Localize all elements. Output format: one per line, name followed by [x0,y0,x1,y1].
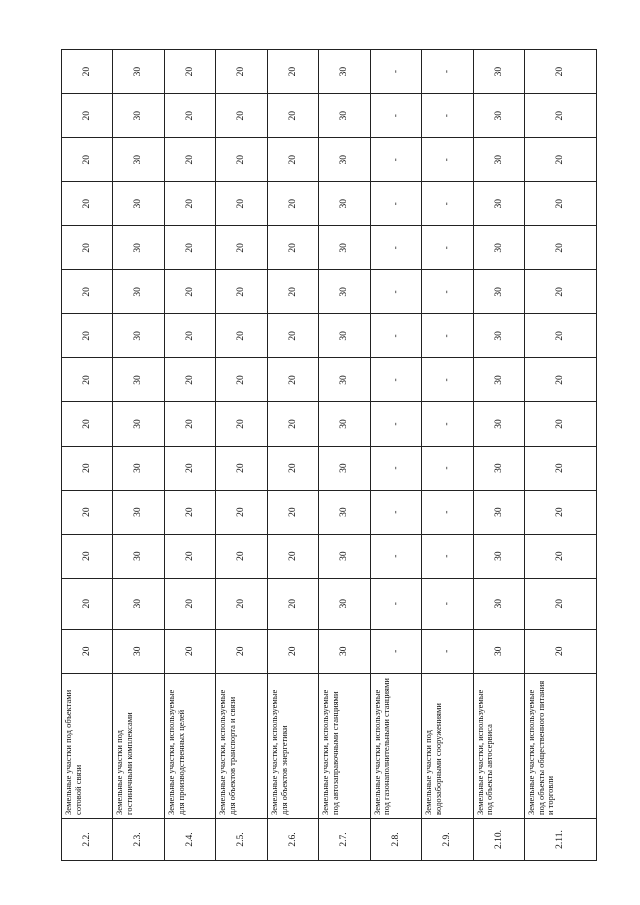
rate-cell: 20 [267,182,318,226]
rate-cell: 20 [216,50,267,94]
rate-cell: 20 [524,534,596,578]
rate-cell: 20 [216,182,267,226]
rate-cell: 30 [113,314,164,358]
rate-cell: 20 [164,314,215,358]
rate-cell: 30 [473,629,524,673]
rate-cell: 20 [164,226,215,270]
row-number: 2.9. [422,818,473,860]
rate-cell: 20 [62,138,113,182]
row-number: 2.3. [113,818,164,860]
rate-cell: - [422,578,473,629]
rate-cell: 20 [524,490,596,534]
rate-cell: - [422,182,473,226]
rate-cell: 30 [113,629,164,673]
rate-cell: 20 [62,314,113,358]
rate-cell: - [422,490,473,534]
rate-cell: - [370,358,421,402]
rate-cell: 20 [164,629,215,673]
rate-cell: 20 [267,314,318,358]
land-rates-table [61,49,597,861]
rate-cell: 30 [113,138,164,182]
rate-cell: 30 [319,270,370,314]
rate-cell: 20 [524,182,596,226]
rate-cell: 20 [62,226,113,270]
table-row [422,50,473,861]
rate-cell: 20 [216,94,267,138]
rate-cell: 30 [319,314,370,358]
table-row [267,50,318,861]
rate-cell: 20 [524,50,596,94]
rate-cell: 30 [473,534,524,578]
table-row [370,50,421,861]
rate-cell: 20 [267,490,318,534]
rate-cell: 20 [62,270,113,314]
row-number: 2.11. [524,818,596,860]
rate-cell: 20 [267,270,318,314]
row-number: 2.10. [473,818,524,860]
rate-cell: 20 [62,50,113,94]
rate-cell: 20 [164,138,215,182]
row-description: Земельные участки, используемые под объекты автосервиса [473,673,524,818]
row-number: 2.8. [370,818,421,860]
rate-cell: - [370,94,421,138]
rate-cell: 20 [62,534,113,578]
rate-cell: 30 [319,226,370,270]
rate-cell: - [422,94,473,138]
rate-cell: 30 [473,182,524,226]
rate-cell: 30 [113,226,164,270]
rate-cell: - [370,490,421,534]
row-description: Земельные участки, используемые для объектов энергетики [267,673,318,818]
table-row [319,50,370,861]
rate-cell: 30 [113,270,164,314]
rate-cell: 30 [473,490,524,534]
rate-cell: - [422,358,473,402]
rate-cell: 20 [164,446,215,490]
rate-cell: 20 [267,446,318,490]
rate-cell: - [370,446,421,490]
rate-cell: 20 [216,226,267,270]
rate-cell: 30 [319,629,370,673]
rate-cell: 20 [216,629,267,673]
rate-cell: 20 [524,402,596,446]
rate-cell: 20 [216,446,267,490]
rate-cell: 30 [473,446,524,490]
row-number: 2.4. [164,818,215,860]
rate-cell: 30 [113,578,164,629]
rate-cell: - [370,402,421,446]
rate-cell: 20 [216,138,267,182]
rate-cell: 30 [473,50,524,94]
rate-cell: 30 [319,402,370,446]
rate-cell: 20 [267,94,318,138]
rate-cell: 30 [113,50,164,94]
row-number: 2.6. [267,818,318,860]
row-description: Земельные участки, используемые для объектов транспорта и связи [216,673,267,818]
row-description: Земельные участки, используемые под автозаправочными станциями [319,673,370,818]
rate-cell: 30 [113,402,164,446]
rate-cell: - [422,629,473,673]
rate-cell: 20 [164,402,215,446]
rate-cell: - [370,226,421,270]
rate-cell: - [370,138,421,182]
rate-cell: 30 [319,446,370,490]
rate-cell: 20 [267,534,318,578]
rate-cell: 20 [524,314,596,358]
rate-cell: 30 [319,490,370,534]
rate-cell: 20 [62,402,113,446]
rate-cell: 30 [473,578,524,629]
rate-cell: 20 [524,358,596,402]
rate-cell: 20 [267,358,318,402]
rate-cell: - [422,534,473,578]
rate-cell: 30 [319,578,370,629]
rate-cell: 30 [473,270,524,314]
rate-cell: 30 [473,402,524,446]
rate-cell: 30 [319,138,370,182]
row-description: Земельные участки, используемые под объекты общественного питания и торговли [524,673,596,818]
rate-cell: 20 [62,578,113,629]
rate-cell: 20 [164,490,215,534]
rate-cell: 20 [164,270,215,314]
rate-cell: 20 [524,138,596,182]
rate-cell: 20 [216,402,267,446]
rate-cell: 20 [62,94,113,138]
rate-cell: - [422,138,473,182]
rate-cell: 20 [524,94,596,138]
rate-cell: 20 [267,402,318,446]
rate-cell: 30 [319,182,370,226]
rate-cell: 20 [164,94,215,138]
rate-cell: 20 [216,314,267,358]
row-description: Земельные участки, используемые для производственных целей [164,673,215,818]
rate-cell: 30 [319,94,370,138]
rate-cell: 30 [113,94,164,138]
rate-cell: 20 [524,226,596,270]
rate-cell: 20 [267,50,318,94]
rate-cell: 20 [267,578,318,629]
table-row [62,50,113,861]
table-row [473,50,524,861]
rate-cell: - [422,226,473,270]
rate-cell: 30 [473,138,524,182]
rate-cell: - [370,629,421,673]
row-description: Земельные участки под водозаборными сооружениями [422,673,473,818]
table-row [164,50,215,861]
rate-cell: 20 [164,182,215,226]
rate-cell: 20 [164,578,215,629]
row-description: Земельные участки под гостиничными комплексами [113,673,164,818]
rate-cell: 20 [164,358,215,402]
rate-cell: - [370,50,421,94]
row-description: Земельные участки, используемые под газонаполнительными станциями [370,673,421,818]
rate-cell: 30 [319,50,370,94]
rate-cell: 20 [164,50,215,94]
rate-cell: 20 [62,358,113,402]
row-description: Земельные участки под объектами сотовой связи [62,673,113,818]
rate-cell: 20 [62,446,113,490]
rate-cell: 30 [473,358,524,402]
rate-cell: - [370,534,421,578]
rate-cell: 20 [216,534,267,578]
rate-cell: 30 [473,226,524,270]
table-row [113,50,164,861]
rate-cell: 20 [216,490,267,534]
rate-cell: 30 [473,314,524,358]
rate-cell: 20 [524,446,596,490]
rate-cell: - [422,314,473,358]
row-number: 2.2. [62,818,113,860]
rate-cell: 20 [62,629,113,673]
rate-cell: - [422,402,473,446]
rate-cell: 30 [473,94,524,138]
rate-cell: 30 [113,534,164,578]
rate-cell: 30 [113,358,164,402]
rate-cell: 20 [62,182,113,226]
rate-cell: 20 [524,578,596,629]
rate-cell: - [422,50,473,94]
rate-cell: - [422,446,473,490]
row-number: 2.5. [216,818,267,860]
table-row [524,50,596,861]
rate-cell: - [422,270,473,314]
rotated-table-container [61,49,597,861]
rate-cell: 30 [319,358,370,402]
table-row [216,50,267,861]
rate-cell: 30 [113,182,164,226]
rate-cell: 30 [113,446,164,490]
row-number: 2.7. [319,818,370,860]
rate-cell: - [370,578,421,629]
rate-cell: 20 [267,629,318,673]
rate-cell: 20 [216,358,267,402]
rate-cell: 20 [216,270,267,314]
rate-cell: 20 [524,270,596,314]
rate-cell: - [370,270,421,314]
table-body [62,50,597,861]
rate-cell: 30 [113,490,164,534]
rate-cell: 20 [164,534,215,578]
rate-cell: 20 [62,490,113,534]
rate-cell: 20 [524,629,596,673]
rate-cell: 30 [319,534,370,578]
rate-cell: - [370,182,421,226]
rate-cell: - [370,314,421,358]
rate-cell: 20 [267,138,318,182]
rate-cell: 20 [267,226,318,270]
rate-cell: 20 [216,578,267,629]
